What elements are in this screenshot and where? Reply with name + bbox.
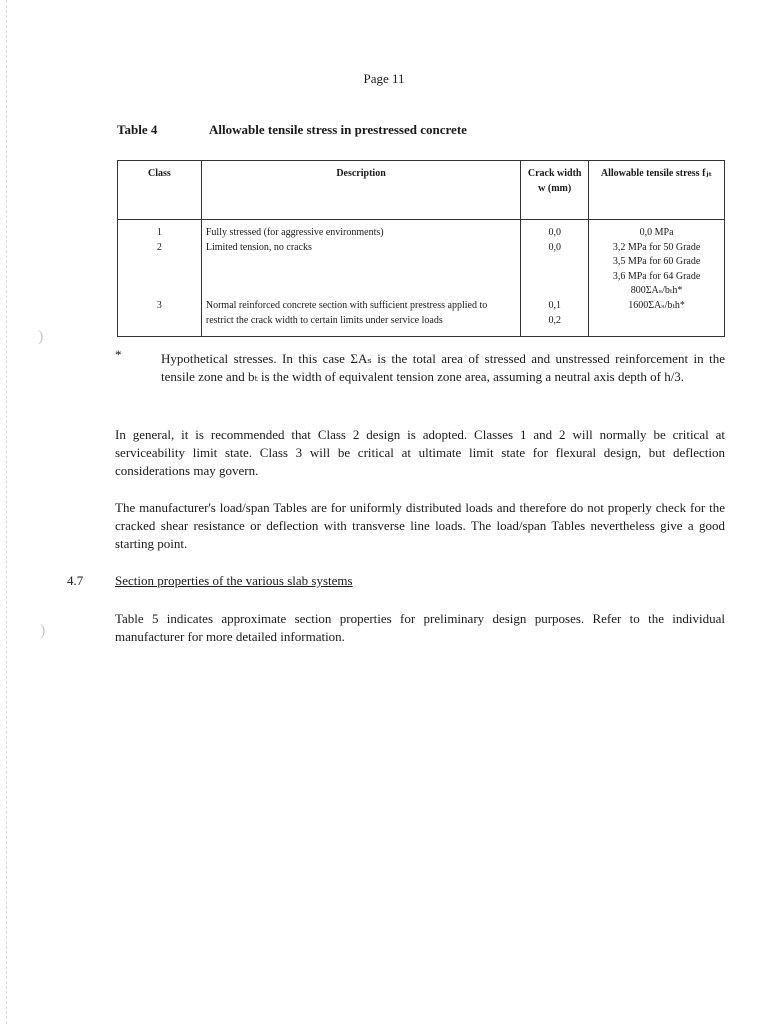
header-crack-width: Crack width w (mm) bbox=[521, 161, 589, 220]
section-paragraph: Table 5 indicates approximate section properties for preliminary design purposes. Refer to the individual manufacturer for more detailed information. bbox=[115, 611, 725, 644]
footnote-text: Hypothetical stresses. In this case ΣAₛ is the total area of stressed and unstressed reinforcement in the tensile zone and bₜ is the width of equivalent tension zone area, assuming a neutral axis depth of h/3. bbox=[161, 351, 725, 384]
crack-width-2: 0,0 bbox=[548, 241, 561, 253]
crack-width-cell bbox=[521, 220, 589, 337]
stress-cell bbox=[589, 220, 725, 337]
section-heading: Section properties of the various slab systems bbox=[115, 573, 353, 588]
stress-3a: 800ΣAₛ/bₜh* bbox=[630, 285, 683, 296]
description-1: Fully stressed (for aggressive environments) bbox=[205, 227, 384, 238]
stress-2a: 3,2 MPa for 50 Grade bbox=[612, 241, 701, 253]
class-3: 3 bbox=[156, 300, 162, 311]
class-cell bbox=[118, 220, 202, 337]
header-allowable-stress: Allowable tensile stress fⱼₜ bbox=[589, 161, 725, 220]
stress-3b: 1600ΣAₛ/bₜh* bbox=[628, 299, 685, 311]
table-row bbox=[118, 220, 725, 337]
crack-width-3a: 0,1 bbox=[548, 300, 561, 311]
body-paragraph: In general, it is recommended that Class 2 design is adopted. Classes 1 and 2 will normally be critical at serviceability limit state. Class 3 will be critical at ultimate limit state for flexural design, but deflection considerations may govern. bbox=[115, 427, 725, 478]
body-paragraph: The manufacturer's load/span Tables are for uniformly distributed loads and therefore do not properly check for the cracked shear resistance or deflection with transverse line loads. The load/span Tables nevertheless give a good starting point. bbox=[115, 500, 725, 551]
binding-mark: ) bbox=[38, 328, 44, 345]
crack-width-1: 0,0 bbox=[548, 227, 561, 238]
page-number: Page 11 bbox=[363, 71, 405, 86]
scan-edge bbox=[6, 0, 8, 1024]
header-class: Class bbox=[118, 161, 202, 220]
binding-mark: ) bbox=[40, 622, 46, 639]
stress-1: 0,0 MPa bbox=[639, 227, 674, 238]
class-1: 1 bbox=[156, 227, 162, 238]
footnote-mark: * bbox=[115, 347, 122, 362]
description-2: Limited tension, no cracks bbox=[205, 241, 312, 253]
stress-2b: 3,5 MPa for 60 Grade bbox=[612, 256, 701, 267]
stress-2c: 3,6 MPa for 64 Grade bbox=[612, 270, 701, 282]
table-title: Allowable tensile stress in prestressed concrete bbox=[209, 122, 467, 137]
header-description: Description bbox=[201, 161, 520, 220]
crack-width-3b: 0,2 bbox=[548, 314, 561, 326]
stress-table bbox=[117, 160, 725, 337]
table-label: Table 4 bbox=[117, 122, 158, 137]
table-header-row bbox=[118, 161, 725, 220]
class-2: 2 bbox=[156, 241, 162, 253]
description-3: Normal reinforced concrete section with sufficient prestress applied to restrict the crack width to certain limits under service loads bbox=[205, 300, 488, 326]
description-cell bbox=[201, 220, 520, 337]
section-number: 4.7 bbox=[67, 573, 84, 588]
